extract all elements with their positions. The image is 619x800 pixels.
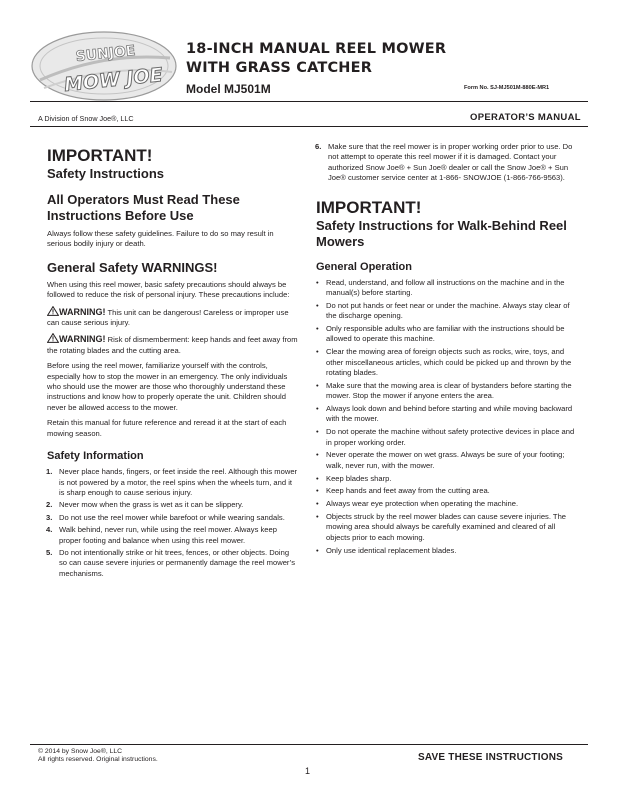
list-item: • Keep hands and feet away from the cutting area. <box>316 486 490 496</box>
always-follow-text: Always follow these safety guidelines. Failure to do so may result in serious bodily injury or death. <box>47 229 274 249</box>
list-item: 4. Walk behind, never run, while using the reel mower. Always keep proper footing and balance when using this reel mower. <box>46 525 277 545</box>
save-instructions-label: SAVE THESE INSTRUCTIONS <box>418 752 563 763</box>
warning-1-text: This unit can be dangerous! Careless or improper use can cause serious injury. <box>47 307 289 328</box>
safety-information-list-continued <box>316 142 576 184</box>
list-item: • Do not put hands or feet near or under the machine. Always stay clear of the discharge opening. <box>316 300 570 321</box>
division-text: A Division of Snow Joe®, LLC <box>38 114 134 123</box>
list-item: 1. Never place hands, fingers, or feet inside the reel. Although this mower is not powered by a motor, the reel spins when the wheels turn, and it is sharp enough to cause serious injury. <box>46 467 298 497</box>
list-item: • Make sure that the mowing area is clear of bystanders before starting the mower. Stop the mower if anyone enters the area. <box>316 380 572 401</box>
when-using-text: When using this reel mower, basic safety precautions should always be followed to reduce the risk of personal injury. These precautions include: <box>47 279 290 300</box>
warning-triangle-icon <box>47 333 59 343</box>
warning-1 <box>47 306 299 329</box>
form-number: Form No. SJ-MJ501M-880E-MR1 <box>464 85 550 91</box>
safety-information-heading: Safety Information <box>47 450 144 463</box>
warning-1-label: WARNING! <box>59 306 106 317</box>
list-item: • Objects struck by the reel mower blades can cause severe injuries. The mowing area should always be carefully examined and cleared of all objects prior to each mowing. <box>316 512 567 542</box>
list-item: • Read, understand, and follow all instructions on the machine and in the manual(s) before starting. <box>316 277 565 298</box>
list-item: • Only use identical replacement blades. <box>316 545 457 555</box>
general-operation-heading: General Operation <box>316 260 412 273</box>
general-operation-list <box>316 278 576 556</box>
right-column <box>316 142 576 558</box>
before-using-text: Before using the reel mower, familiarize yourself with the controls, especially how to stop the mower in an emergency. The only individuals who should use the mower are those who thoroughly understand these instructions and know how to properly operate the unit. Children should never be allowed access to the mower. <box>47 361 288 412</box>
list-item: 2. Never mow when the grass is wet as it can be slippery. <box>46 500 244 510</box>
copyright-block <box>38 748 158 765</box>
list-item: • Keep blades sharp. <box>316 473 392 483</box>
header-rule <box>30 101 588 102</box>
safety-instructions-heading: Safety Instructions <box>47 166 165 181</box>
retain-text: Retain this manual for future reference and reread it at the start of each mowing season. <box>47 418 287 438</box>
warning-2-label: WARNING! <box>59 334 106 345</box>
list-item: • Only responsible adults who are familiar with the instructions should be allowed to operate this machine. <box>316 324 565 344</box>
footer-rule <box>30 744 588 745</box>
rights-text: All rights reserved. Original instructions. <box>38 756 158 764</box>
list-item: • Always look down and behind before starting and while moving backward with the mower. <box>316 404 573 424</box>
list-item: • Do not operate the machine without safety protective devices in place and in proper working order. <box>316 427 575 447</box>
document-title <box>186 40 446 78</box>
list-item: 3. Do not use the reel mower while barefoot or while wearing sandals. <box>46 512 285 522</box>
copyright-text: © 2014 by Snow Joe®, LLC <box>38 748 123 755</box>
safety-information-list <box>47 467 299 579</box>
list-item: 5. Do not intentionally strike or hit trees, fences, or other objects. Doing so can cause severe injuries or permanently damage the reel mower’s mechanisms. <box>46 547 296 578</box>
warning-2-text: Risk of dismemberment: keep hands and feet away from the rotating blades and the cutting area. <box>47 335 298 355</box>
list-item: • Clear the mowing area of foreign objects such as rocks, wire, toys, and other miscellaneous articles, which could be picked up and thrown by the rotating blades. <box>316 347 572 378</box>
warning-2 <box>47 333 299 356</box>
svg-text:MOW JOE: MOW JOE <box>63 63 164 97</box>
left-column <box>47 146 299 581</box>
general-safety-heading: General Safety WARNINGS! <box>47 259 218 275</box>
list-item: 6. Make sure that the reel mower is in proper working order prior to use. Do not attempt to operate this reel mower if it is damaged. Contact your authorized Snow Joe® + Sun Joe® dealer or call the Snow Joe® + Sun Joe® customer service center at 1-866- SNOWJOE (1-866-766-9563). <box>315 142 573 183</box>
list-item: • Never operate the mower on wet grass. Always be sure of your footing; walk, never run, with the mower. <box>316 450 565 470</box>
important-heading: IMPORTANT! <box>47 146 153 165</box>
model-number: Model MJ501M <box>186 82 271 96</box>
warning-triangle-icon <box>47 306 59 316</box>
svg-text:SUNJOE: SUNJOE <box>74 42 137 66</box>
title-line-2: WITH GRASS CATCHER <box>186 60 373 76</box>
all-operators-heading: All Operators Must Read These Instructions Before Use <box>47 192 240 223</box>
header-rule-lower <box>30 126 588 127</box>
operators-manual-label: OPERATOR’S MANUAL <box>470 112 581 123</box>
sunjoe-mowjoe-logo <box>30 28 178 106</box>
page-number: 1 <box>305 766 311 776</box>
walk-behind-heading: Safety Instructions for Walk-Behind Reel Mowers <box>316 217 567 249</box>
important-heading-2: IMPORTANT! <box>316 197 422 217</box>
title-line-1: 18-INCH MANUAL REEL MOWER <box>186 41 447 57</box>
list-item: • Always wear eye protection when operating the machine. <box>316 499 519 509</box>
